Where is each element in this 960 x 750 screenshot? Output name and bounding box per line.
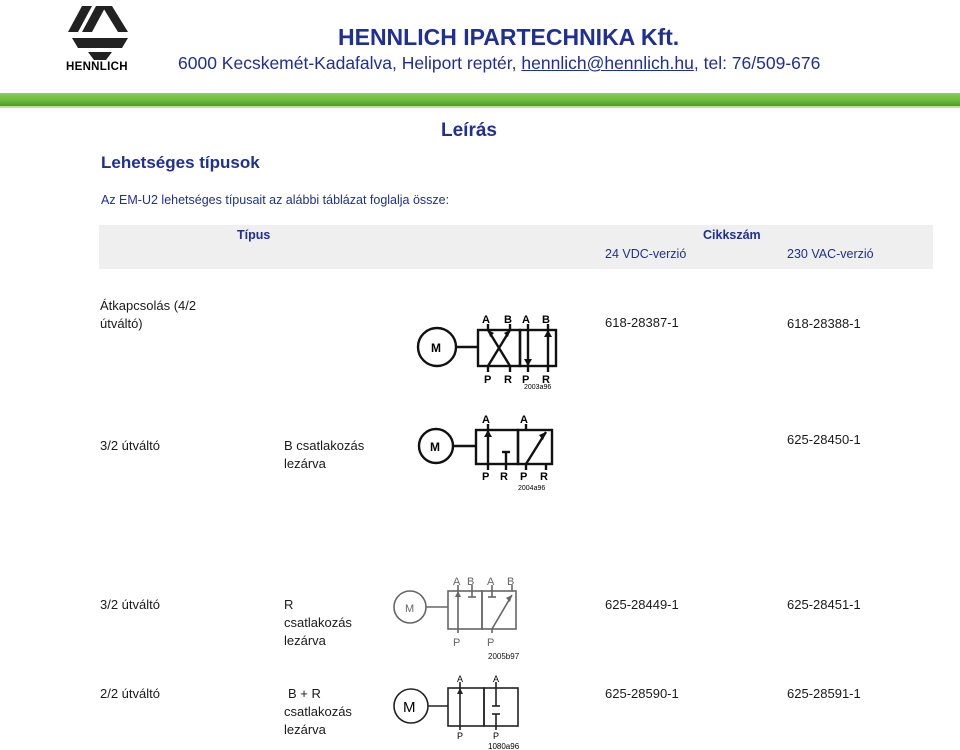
email-link[interactable]: hennlich@hennlich.hu <box>521 53 694 73</box>
port-a-label: A <box>493 674 500 684</box>
port-a-label: A <box>482 414 490 426</box>
code-230vac: 618-28388-1 <box>787 316 861 331</box>
port-p-label: P <box>457 731 464 741</box>
col-article-header: Cikkszám <box>703 228 761 242</box>
header-green-line <box>0 106 960 108</box>
row-port-line: lezárva <box>284 633 326 648</box>
row-type: útváltó) <box>100 316 143 331</box>
code-230vac: 625-28591-1 <box>787 686 861 701</box>
row-port-line: csatlakozás <box>284 615 352 630</box>
company-address: 6000 Kecskemét-Kadafalva, Heliport reptér, <box>178 53 522 73</box>
port-r-label: R <box>540 471 548 483</box>
col-230vac-header: 230 VAC-verzió <box>787 247 874 261</box>
port-a-label: A <box>487 576 495 588</box>
port-a-label: A <box>457 674 464 684</box>
port-p-label: P <box>522 374 530 386</box>
port-r-label: R <box>542 374 550 386</box>
port-a-label: A <box>482 314 490 326</box>
code-24vdc: 618-28387-1 <box>605 315 679 330</box>
row-port-line: lezárva <box>284 456 326 471</box>
port-p-label: P <box>487 637 495 649</box>
diagram-id: 2003a96 <box>524 384 552 390</box>
valve-symbol-4-2 <box>414 310 560 390</box>
company-contact <box>178 53 820 74</box>
row-port-line: csatlakozás <box>284 704 352 719</box>
port-b-label: B <box>467 576 475 588</box>
row-port-line: B csatlakozás <box>284 438 365 453</box>
col-type-header: Típus <box>237 228 271 242</box>
section-title: Lehetséges típusok <box>101 153 260 172</box>
valve-symbol-2-2 <box>390 672 530 750</box>
port-p-label: P <box>493 731 500 741</box>
port-p-label: P <box>484 374 492 386</box>
diagram-id: 2005b97 <box>488 652 520 661</box>
motor-label: M <box>430 440 440 454</box>
port-p-label: P <box>520 471 528 483</box>
row-type: 3/2 útváltó <box>100 438 160 453</box>
port-a-label: A <box>522 314 530 326</box>
diagram-id: 2004a96 <box>518 485 546 492</box>
port-r-label: R <box>504 374 512 386</box>
row-type: 3/2 útváltó <box>100 597 160 612</box>
code-230vac: 625-28450-1 <box>787 432 861 447</box>
code-24vdc: 625-28449-1 <box>605 597 679 612</box>
intro-text: Az EM-U2 lehetséges típusait az alábbi táblázat foglalja össze: <box>101 193 450 207</box>
port-p-label: P <box>482 471 490 483</box>
port-r-label: R <box>500 471 508 483</box>
code-230vac: 625-28451-1 <box>787 597 861 612</box>
port-a-label: A <box>453 576 461 588</box>
col-24vdc-header: 24 VDC-verzió <box>605 247 687 261</box>
port-b-label: B <box>507 576 515 588</box>
port-b-label: B <box>542 314 550 326</box>
port-p-label: P <box>453 637 461 649</box>
motor-label: M <box>405 603 415 615</box>
code-24vdc: 625-28590-1 <box>605 686 679 701</box>
row-port-line: lezárva <box>284 722 326 737</box>
valve-symbol-3-2-r-closed <box>390 575 530 663</box>
logo-text: HENNLICH <box>66 61 128 73</box>
row-type: Átkapcsolás (4/2 <box>100 298 197 313</box>
company-phone: , tel: 76/509-676 <box>693 53 821 73</box>
row-port-line: R <box>284 597 294 612</box>
motor-label: M <box>403 699 416 716</box>
page-heading: Leírás <box>441 120 497 141</box>
table-row <box>100 297 196 333</box>
row-port-info <box>284 685 352 739</box>
header-green-bar <box>0 93 960 106</box>
motor-label: M <box>431 341 441 355</box>
hennlich-logo-icon <box>62 2 138 62</box>
row-type: 2/2 útváltó <box>100 686 160 701</box>
row-port-line: B + R <box>288 686 321 701</box>
row-port-info <box>284 596 352 650</box>
port-a-label: A <box>520 414 528 426</box>
valve-symbol-3-2-b-closed <box>414 410 560 494</box>
row-port-info <box>284 437 364 473</box>
port-b-label: B <box>504 314 512 326</box>
diagram-id: 1080a96 <box>488 742 520 750</box>
company-name: HENNLICH IPARTECHNIKA Kft. <box>338 24 680 50</box>
